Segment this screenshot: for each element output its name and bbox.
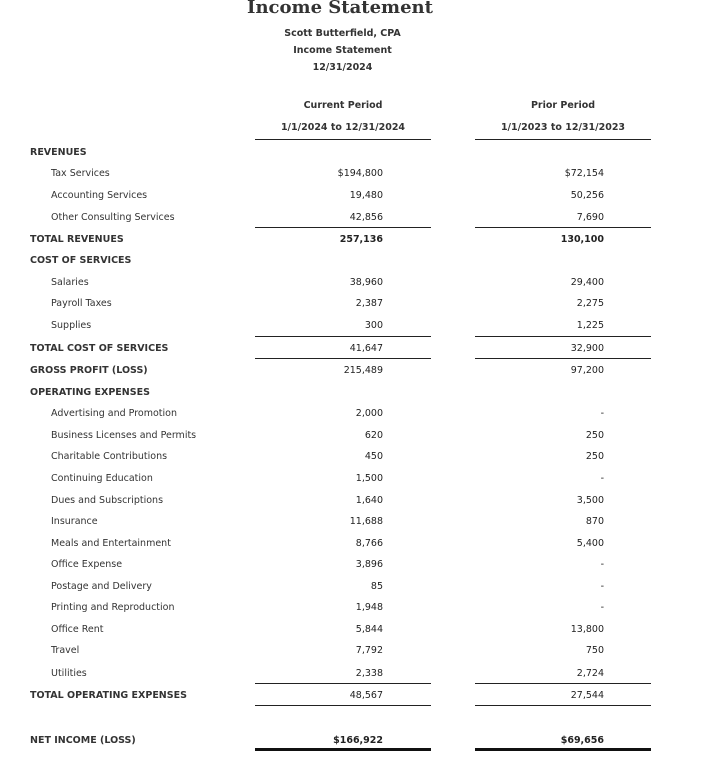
underline-divider xyxy=(475,705,651,706)
line-item-row xyxy=(0,405,708,425)
current-period-value: 3,896 xyxy=(355,559,383,570)
prior-period-header: Prior Period xyxy=(530,100,596,111)
page-title: Income Statement xyxy=(247,0,433,18)
row-label: Payroll Taxes xyxy=(51,298,112,309)
row-label: Postage and Delivery xyxy=(51,581,152,592)
row-label: TOTAL REVENUES xyxy=(30,234,124,245)
total-row xyxy=(0,362,708,382)
prior-period-range: 1/1/2023 to 12/31/2023 xyxy=(500,122,626,133)
prior-period-value: - xyxy=(600,473,604,484)
line-item-row xyxy=(0,665,708,685)
row-label: Business Licenses and Permits xyxy=(51,430,197,441)
prior-period-value: - xyxy=(600,581,604,592)
row-label: Office Expense xyxy=(51,559,123,570)
line-item-row xyxy=(0,295,708,315)
current-period-value: 38,960 xyxy=(349,277,383,288)
current-period-value: 11,688 xyxy=(349,516,383,527)
total-row xyxy=(0,340,708,360)
total-row xyxy=(0,687,708,707)
current-period-value: 2,338 xyxy=(355,668,383,679)
company-name: Scott Butterfield, CPA xyxy=(284,28,401,39)
prior-period-value: 5,400 xyxy=(576,538,604,549)
underline-divider xyxy=(255,227,431,228)
row-label: Continuing Education xyxy=(51,473,153,484)
line-item-row xyxy=(0,209,708,229)
underline-divider xyxy=(255,705,431,706)
underline-divider xyxy=(255,336,431,337)
prior-period-value: 13,800 xyxy=(570,624,604,635)
prior-period-value: 27,544 xyxy=(570,690,604,701)
row-label: Other Consulting Services xyxy=(51,212,175,223)
current-period-value: 1,640 xyxy=(355,495,383,506)
current-period-value: 2,387 xyxy=(355,298,383,309)
current-period-value: $194,800 xyxy=(337,168,383,179)
prior-period-value: 32,900 xyxy=(570,343,604,354)
section-header-row xyxy=(0,384,708,404)
row-label: Utilities xyxy=(51,668,87,679)
row-label: Accounting Services xyxy=(51,190,148,201)
row-label: Advertising and Promotion xyxy=(51,408,177,419)
row-label: TOTAL COST OF SERVICES xyxy=(30,343,169,354)
current-period-value: 42,856 xyxy=(349,212,383,223)
prior-period-value: 870 xyxy=(585,516,604,527)
prior-period-value: 250 xyxy=(585,451,604,462)
current-period-value: $166,922 xyxy=(333,735,383,746)
current-period-value: 2,000 xyxy=(355,408,383,419)
prior-period-value: 1,225 xyxy=(576,320,604,331)
current-period-value: 85 xyxy=(370,581,383,592)
current-period-value: 48,567 xyxy=(349,690,383,701)
row-label: Charitable Contributions xyxy=(51,451,168,462)
row-label: Tax Services xyxy=(51,168,110,179)
line-item-row xyxy=(0,556,708,576)
line-item-row xyxy=(0,317,708,337)
line-item-row xyxy=(0,470,708,490)
current-period-value: 450 xyxy=(364,451,383,462)
row-label: REVENUES xyxy=(30,147,87,158)
prior-period-value: 50,256 xyxy=(570,190,604,201)
current-period-value: 19,480 xyxy=(349,190,383,201)
line-item-row xyxy=(0,492,708,512)
prior-period-value: - xyxy=(600,559,604,570)
underline-divider xyxy=(255,358,431,359)
row-label: Printing and Reproduction xyxy=(51,602,175,613)
row-label: GROSS PROFIT (LOSS) xyxy=(30,365,148,376)
prior-period-value: - xyxy=(600,408,604,419)
underline-divider xyxy=(475,358,651,359)
current-period-value: 300 xyxy=(364,320,383,331)
line-item-row xyxy=(0,427,708,447)
line-item-row xyxy=(0,513,708,533)
row-label: Dues and Subscriptions xyxy=(51,495,164,506)
total-row xyxy=(0,231,708,251)
line-item-row xyxy=(0,165,708,185)
prior-period-value: 29,400 xyxy=(570,277,604,288)
current-period-value: 1,500 xyxy=(355,473,383,484)
current-period-value: 620 xyxy=(364,430,383,441)
current-period-value: 41,647 xyxy=(349,343,383,354)
row-label: Travel xyxy=(51,645,80,656)
current-period-value: 8,766 xyxy=(355,538,383,549)
prior-period-value: 130,100 xyxy=(560,234,604,245)
prior-period-value: - xyxy=(600,602,604,613)
underline-divider xyxy=(475,683,651,684)
report-name: Income Statement xyxy=(293,45,392,56)
line-item-row xyxy=(0,187,708,207)
prior-period-value: $72,154 xyxy=(564,168,604,179)
row-label: Office Rent xyxy=(51,624,104,635)
row-label: Meals and Entertainment xyxy=(51,538,171,549)
line-item-row xyxy=(0,642,708,662)
double-underline-divider xyxy=(255,748,431,751)
current-period-value: 215,489 xyxy=(343,365,383,376)
line-item-row xyxy=(0,535,708,555)
row-label: Supplies xyxy=(51,320,92,331)
underline-divider xyxy=(255,683,431,684)
section-header-row xyxy=(0,252,708,272)
row-label: TOTAL OPERATING EXPENSES xyxy=(30,690,187,701)
current-period-value: 1,948 xyxy=(355,602,383,613)
row-label: NET INCOME (LOSS) xyxy=(30,735,136,746)
current-period-header: Current Period xyxy=(303,100,383,111)
prior-period-value: 3,500 xyxy=(576,495,604,506)
row-label: Insurance xyxy=(51,516,98,527)
line-item-row xyxy=(0,274,708,294)
prior-period-value: 2,275 xyxy=(576,298,604,309)
line-item-row xyxy=(0,578,708,598)
current-period-value: 7,792 xyxy=(355,645,383,656)
row-label: COST OF SERVICES xyxy=(30,255,132,266)
line-item-row xyxy=(0,448,708,468)
prior-period-value: 2,724 xyxy=(576,668,604,679)
prior-period-value: 97,200 xyxy=(570,365,604,376)
prior-period-value: 7,690 xyxy=(576,212,604,223)
row-label: OPERATING EXPENSES xyxy=(30,387,150,398)
row-label: Salaries xyxy=(51,277,89,288)
double-underline-divider xyxy=(475,748,651,751)
line-item-row xyxy=(0,621,708,641)
line-item-row xyxy=(0,599,708,619)
underline-divider xyxy=(475,227,651,228)
current-period-value: 257,136 xyxy=(339,234,383,245)
prior-period-value: $69,656 xyxy=(560,735,604,746)
underline-divider xyxy=(255,139,431,140)
underline-divider xyxy=(475,139,651,140)
prior-period-value: 250 xyxy=(585,430,604,441)
prior-period-value: 750 xyxy=(585,645,604,656)
current-period-range: 1/1/2024 to 12/31/2024 xyxy=(280,122,406,133)
current-period-value: 5,844 xyxy=(355,624,383,635)
section-header-row xyxy=(0,144,708,164)
underline-divider xyxy=(475,336,651,337)
report-date: 12/31/2024 xyxy=(312,62,373,73)
